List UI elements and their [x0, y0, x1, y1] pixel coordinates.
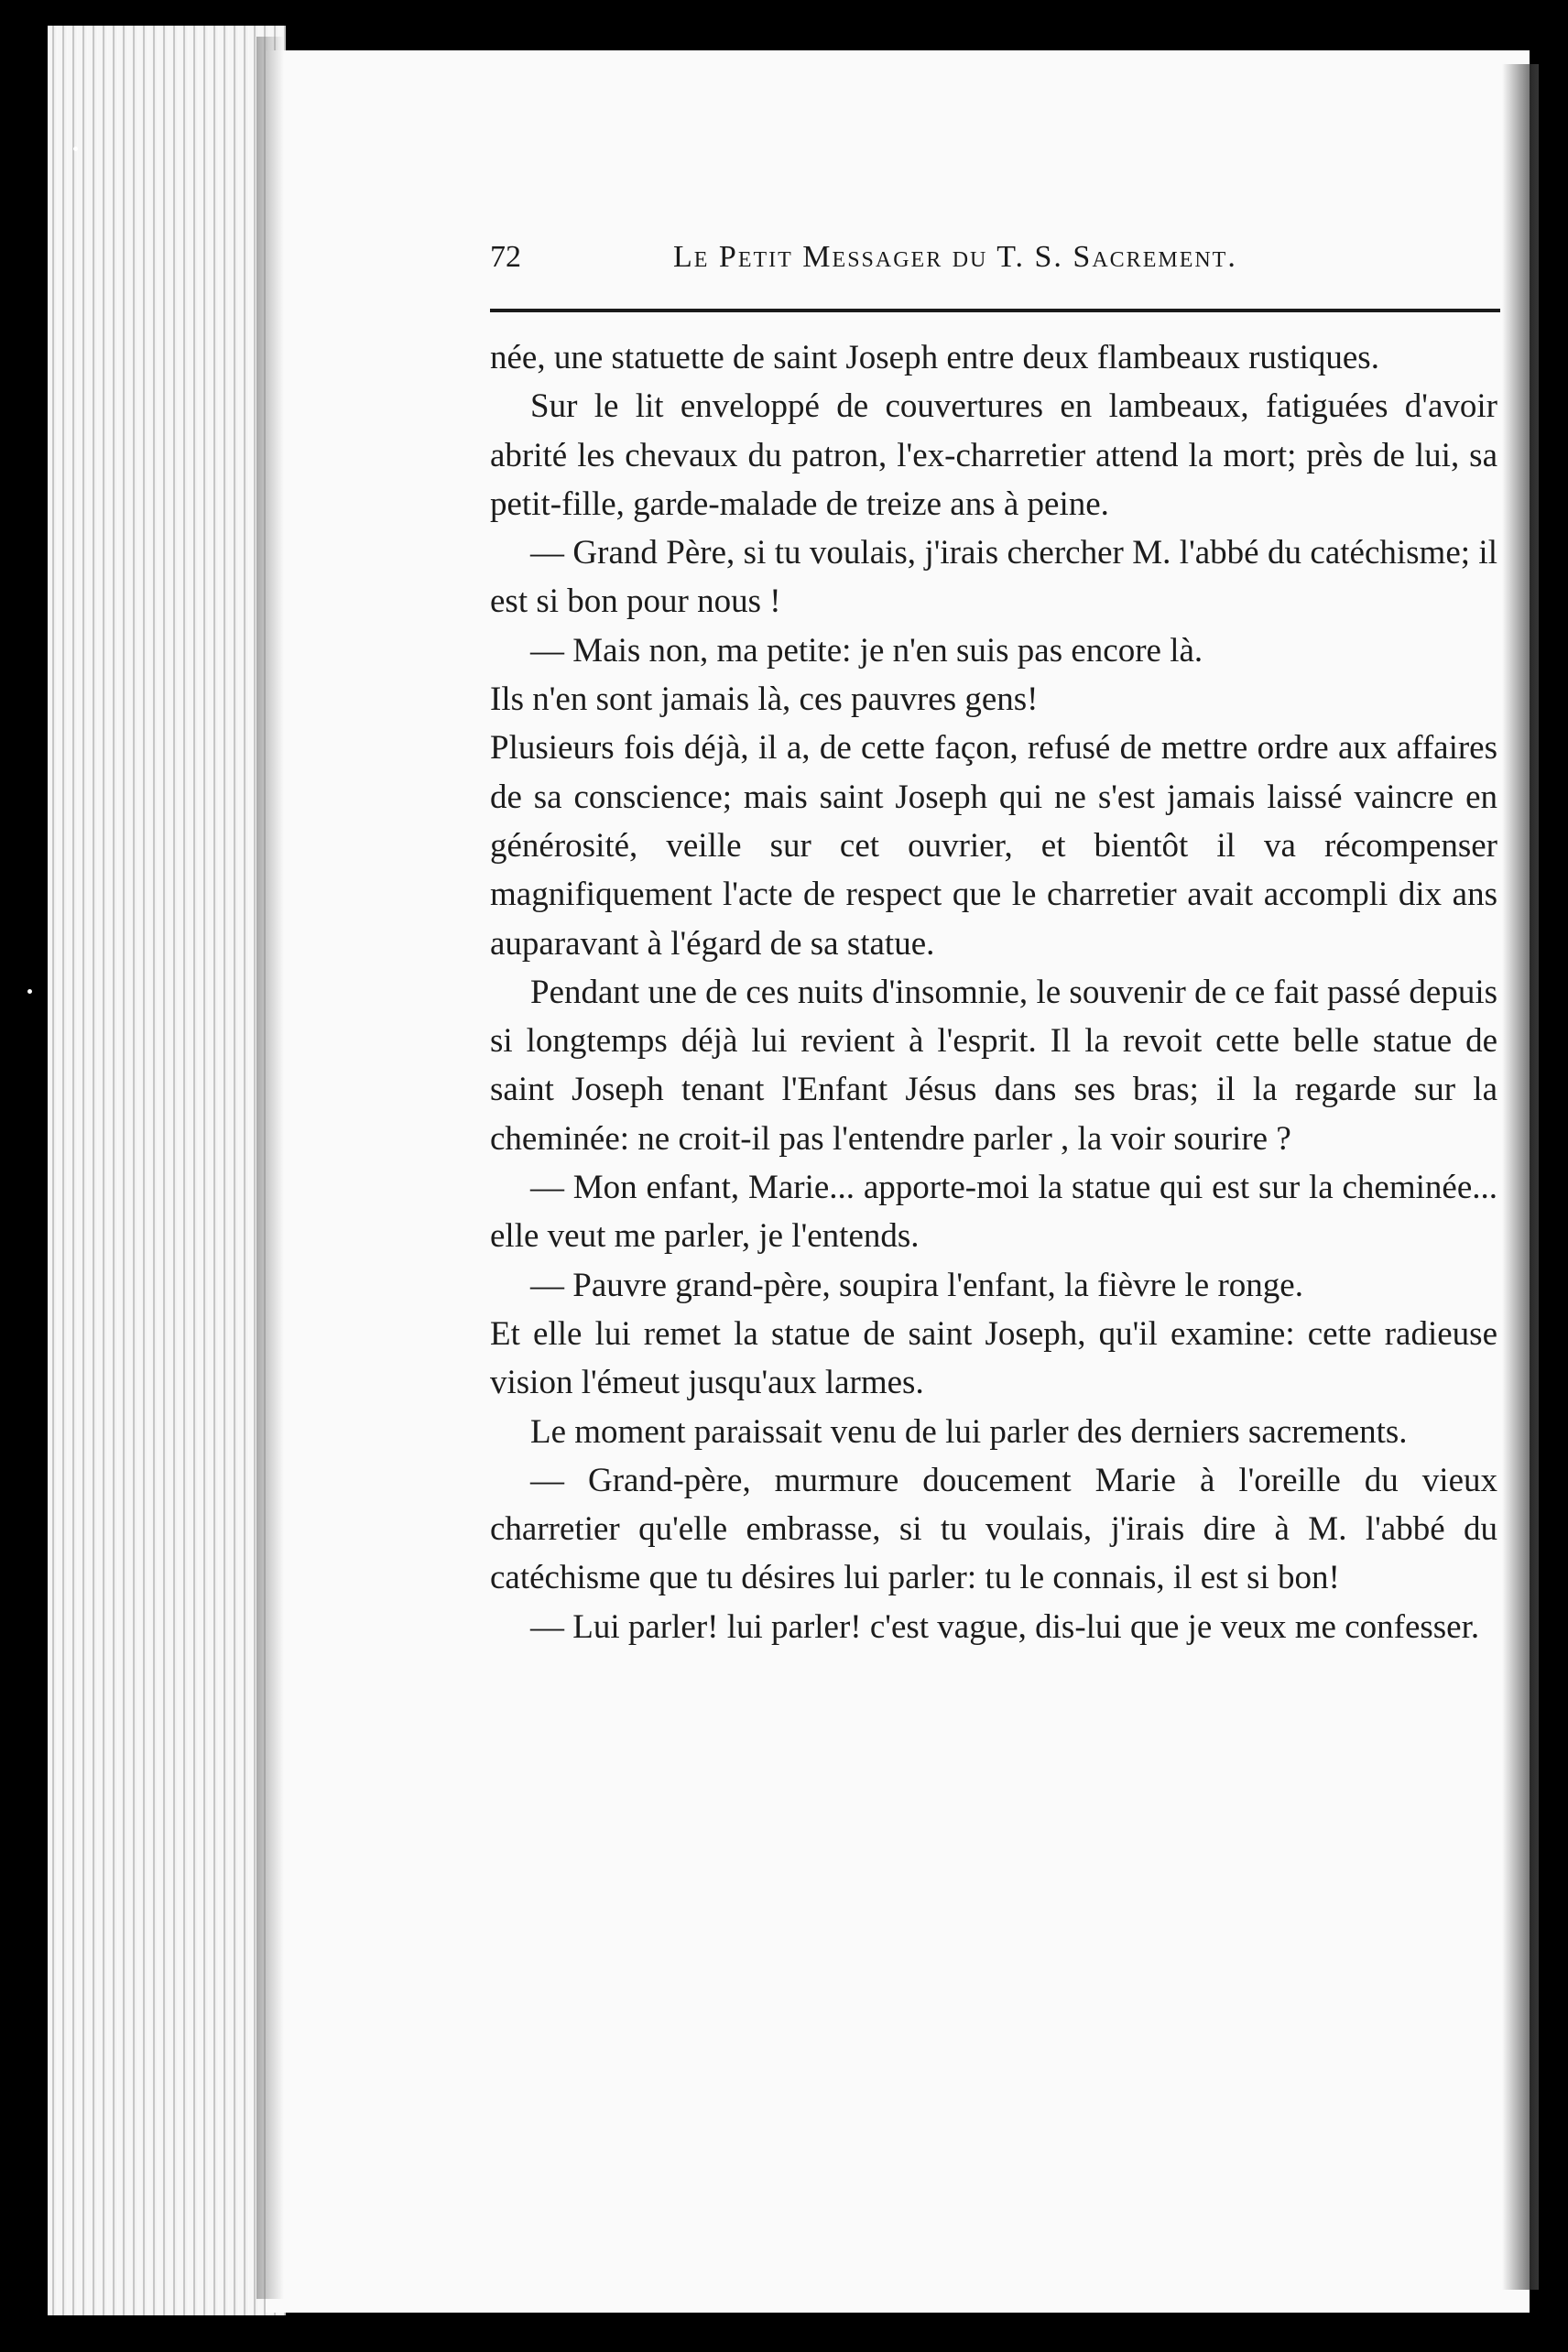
- paragraph: — Mon enfant, Marie... apporte-moi la statue qui est sur la cheminée... elle veut me parler, je l'entends.: [490, 1169, 1497, 1256]
- paragraph: — Lui parler! lui parler! c'est vague, dis-lui que je veux me confesser.: [530, 1607, 1480, 1646]
- page-number: 72: [490, 240, 521, 274]
- paragraph: Le moment paraissait venu de lui parler des derniers sacrements.: [530, 1412, 1408, 1451]
- gutter-shadow: [256, 37, 284, 2299]
- paragraph: Sur le lit enveloppé de couvertures en lambeaux, fatiguées d'avoir abrité les chevaux du patron, l'ex-charretier attend la mort; près de lui, sa petit-fille, garde-malade de treize ans à peine.: [490, 387, 1497, 523]
- page-edge-shadow: [1502, 64, 1539, 2290]
- paragraph: — Grand-père, murmure doucement Marie à l'oreille du vieux charretier qu'elle embrasse, si tu voulais, j'irais dire à M. l'abbé du catéchisme que tu désires lui parler: tu le connais, il est si bon!: [490, 1461, 1497, 1597]
- page-stack-edges: [48, 26, 286, 2315]
- paragraph: — Pauvre grand-père, soupira l'enfant, la fièvre le ronge.: [530, 1266, 1303, 1304]
- paragraph: Pendant une de ces nuits d'insomnie, le souvenir de ce fait passé depuis si longtemps déjà lui revient à l'esprit. Il la revoit cette belle statue de saint Joseph tenant l'Enfant Jésus dans ses bras; il la regarde sur la cheminée: ne croit-il pas l'entendre parler , la voir sourire ?: [490, 973, 1497, 1158]
- scan-speck: [27, 989, 32, 994]
- body-text: [490, 333, 1497, 1651]
- scan-speck: [73, 147, 78, 151]
- paragraph: — Mais non, ma petite: je n'en suis pas encore là.: [530, 631, 1203, 670]
- running-title: Le Petit Messager du T. S. Sacrement.: [673, 240, 1237, 274]
- running-header: [490, 240, 1497, 286]
- paragraph: née, une statuette de saint Joseph entre deux flambeaux rustiques.: [490, 339, 1379, 376]
- paragraph: — Grand Père, si tu voulais, j'irais chercher M. l'abbé du catéchisme; il est si bon pour nous !: [490, 534, 1497, 621]
- paragraph: Et elle lui remet la statue de saint Joseph, qu'il examine: cette radieuse vision l'émeut jusqu'aux larmes.: [490, 1314, 1497, 1402]
- header-rule: [490, 309, 1500, 312]
- paragraph: Ils n'en sont jamais là, ces pauvres gens!: [490, 681, 1039, 719]
- paragraph: Plusieurs fois déjà, il a, de cette façon, refusé de mettre ordre aux affaires de sa conscience; mais saint Joseph qui ne s'est jamais laissé vaincre en générosité, veille sur cet ouvrier, et bientôt il va récompenser magnifiquement l'acte de respect que le charretier avait accompli dix ans auparavant à l'égard de sa statue.: [490, 729, 1497, 963]
